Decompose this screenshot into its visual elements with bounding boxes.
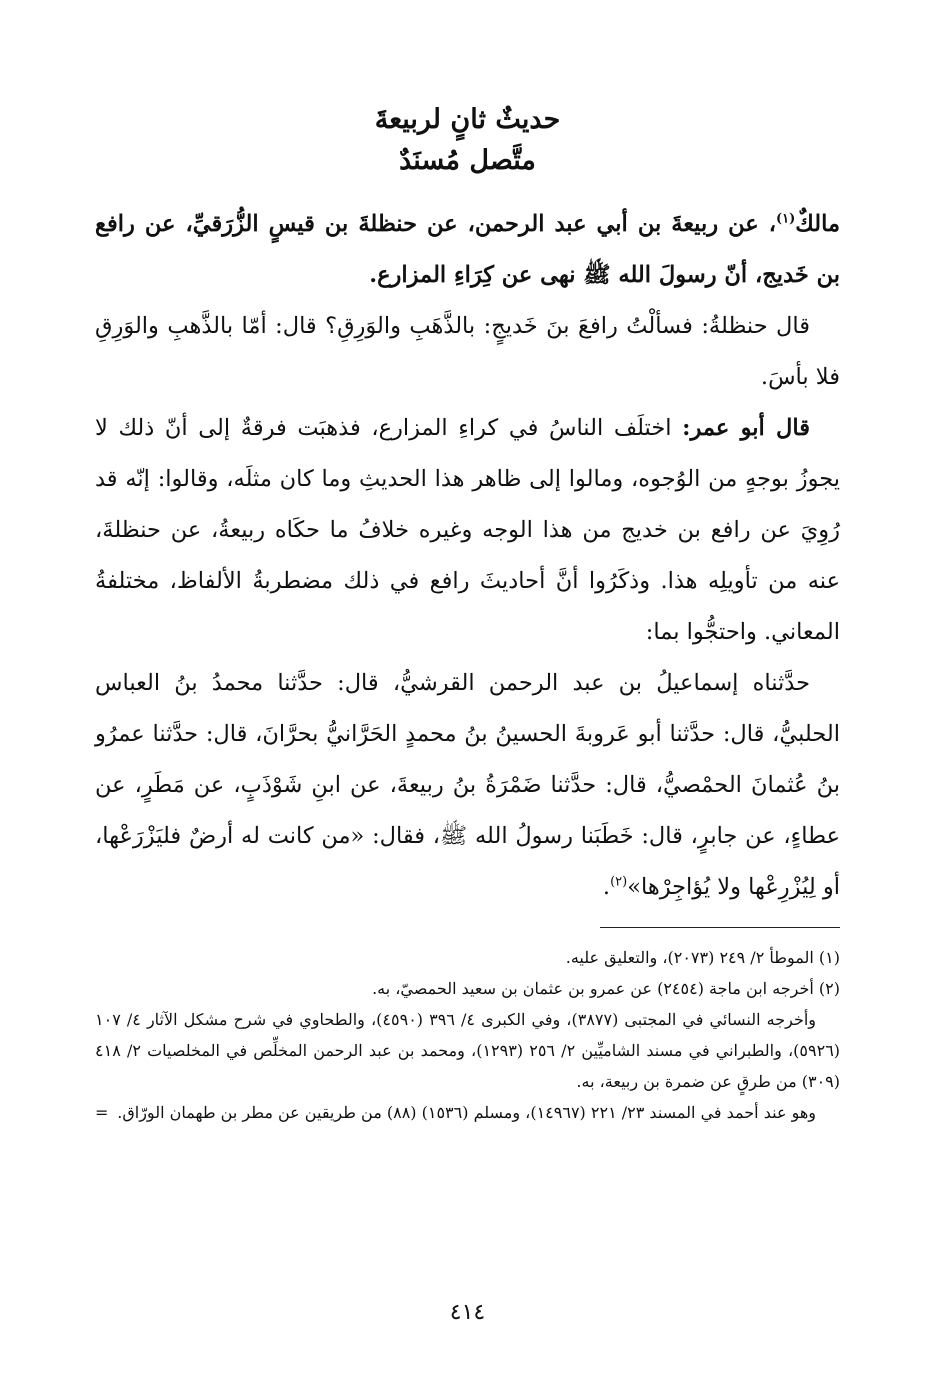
- chapter-subheading: متَّصل مُسنَدٌ: [399, 144, 536, 176]
- footnotes: [95, 942, 840, 1128]
- paragraph-lead: قال أبو عمر:: [682, 415, 810, 441]
- paragraph-abu-umar-body: اختلَف الناسُ في كراءِ المزارع، فذهبَت فرقةٌ إلى أنّ ذلك لا يجوزُ بوجهٍ من الوُجوه، ومالوا إلى ظاهر هذا الحديثِ وما كان مثلَه، وقالوا: إنّه قد رُوِيَ عن رافع بن خديج من هذا الوجه وغيره خلافُ ما حكَاه ربيعةُ، عن حنظلةَ، عنه من تأويلِه هذا. وذكَرُوا أنَّ أحاديثَ رافع في ذلك مضطربةُ الألفاظ، مختلفةُ المعاني. واحتجُّوا بما:: [95, 415, 840, 645]
- footnote-separator: [600, 927, 840, 928]
- footnote-2-continuation-2: وهو عند أحمد في المسند ٢٣/ ٢٢١ (١٤٩٦٧)، ومسلم (١٥٣٦) (٨٨) من طريقين عن مطر بن طهمان الورّاق.: [117, 1103, 816, 1122]
- hadith-body: ، عن ربيعةَ بن أبي عبد الرحمن، عن حنظلةَ بن قيسٍ الزُّرَقيِّ، عن رافع بن خَديج، أنّ رسولَ الله ﷺ نهى عن كِرَاءِ المزارع.: [95, 211, 840, 288]
- page-content: [95, 100, 840, 1340]
- footnote-continuation-mark: =: [95, 1103, 109, 1122]
- paragraph-isnad-body: حدَّثناه إسماعيلُ بن عبد الرحمن القرشيُّ، قال: حدَّثنا محمدُ بنُ العباس الحلبيُّ، قال: حدَّثنا أبو عَروبةَ الحسينُ بنُ محمدٍ الحَرَّانيُّ بحرَّانَ، قال: حدَّثنا عمرُو بنُ عُثمانَ الحمْصيُّ، قال: حدَّثنا ضَمْرَةُ بنُ ربيعةَ، عن ابنِ شَوْذَبٍ، عن مَطَرٍ، عن عطاءٍ، عن جابرٍ، قال: خَطَبَنا رسولُ الله ﷺ، فقال: «من كانت له أرضٌ فليَزْرَعْها، أو لِيُزْرِعْها ولا يُؤاجِرْها»: [95, 670, 840, 900]
- page-number: ٤١٤: [449, 1300, 486, 1325]
- paragraph-isnad-end: .: [602, 874, 611, 900]
- footnote-2-continuation: وأخرجه النسائي في المجتبى (٣٨٧٧)، وفي الكبرى ٤/ ٣٩٦ (٤٥٩٠)، والطحاوي في شرح مشكل الآثار ٤/ ١٠٧ (٥٩٢٦)، والطبراني في مسند الشاميِّين ٢/ ٢٥٦ (١٢٩٣)، ومحمد بن عبد الرحمن المخلِّص في المخلصيات ٢/ ٤١٨ (٣٠٩) من طرقٍ عن ضمرة بن ربيعة، به.: [95, 1010, 841, 1091]
- paragraph-abu-umar: [95, 403, 840, 658]
- hadith-narrator: مالكٌ: [795, 211, 840, 237]
- chapter-heading: حديثٌ ثانٍ لربيعةَ: [374, 104, 561, 135]
- footnote-ref-1[interactable]: (١): [775, 211, 796, 227]
- paragraph-hanzala: قال حنظلةُ: فسألْتُ رافعَ بنَ خَديجٍ: بالذَّهَبِ والوَرِقِ؟ قال: أمّا بالذَّهبِ والوَرِقِ فلا بأسَ.: [95, 313, 840, 390]
- hadith-text: [95, 199, 840, 301]
- paragraph-isnad: [95, 658, 840, 913]
- footnote-ref-2[interactable]: (٢): [610, 874, 628, 890]
- footnote-2: (٢) أخرجه ابن ماجة (٢٤٥٤) عن عمرو بن عثمان بن سعيد الحمصيّ، به.: [372, 979, 840, 998]
- footnote-1: (١) الموطأ ٢/ ٢٤٩ (٢٠٧٣)، والتعليق عليه.: [565, 948, 840, 967]
